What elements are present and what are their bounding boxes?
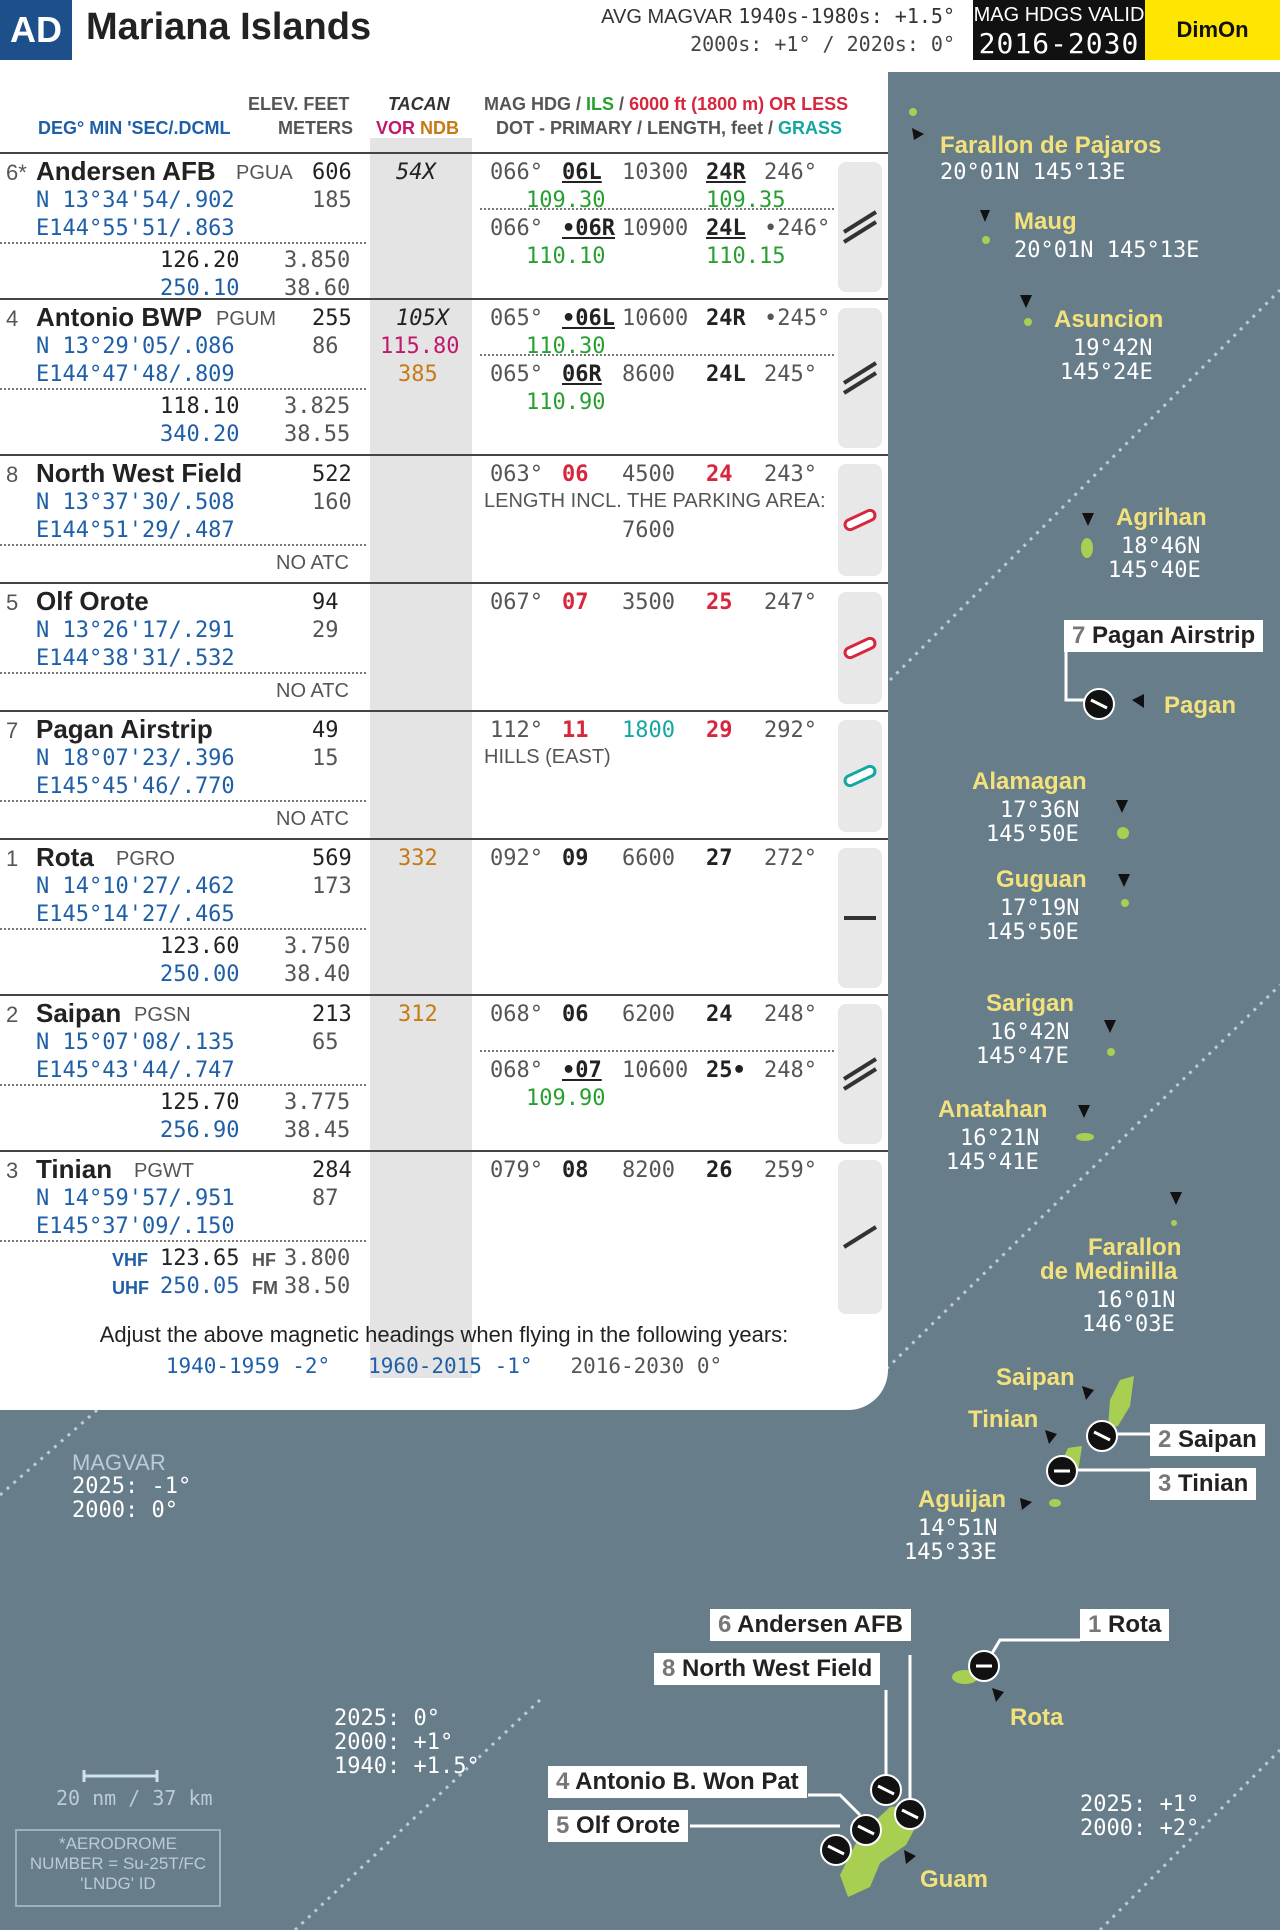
- coord-aguijan-lon: 145°33E: [904, 1540, 997, 1565]
- elev-feet: 606: [312, 160, 352, 185]
- elev-feet: 569: [312, 846, 352, 871]
- magvar-line-2: 2000s: +1° / 2020s: 0°: [690, 32, 955, 56]
- coord-anatahan-lat: 16°21N: [960, 1126, 1040, 1151]
- airfield-lat: N 13°34'54/.902: [36, 188, 235, 213]
- col-tacan: TACAN: [388, 94, 450, 114]
- airfield-number: 6*: [6, 160, 27, 185]
- ils-freq-1: 110.10: [526, 244, 606, 269]
- ad-badge: AD: [0, 0, 72, 60]
- col-length: DOT - PRIMARY / LENGTH, feet /: [496, 118, 774, 138]
- rwy-id-2: 24L: [706, 216, 746, 241]
- tag-label: Andersen AFB: [737, 1611, 903, 1638]
- ndb-freq: 332: [398, 846, 438, 871]
- rwy-id-2: 24R: [706, 160, 746, 185]
- rwy-id-1: •06L: [562, 306, 615, 331]
- airfield-number: 3: [6, 1158, 19, 1183]
- airfield-row[interactable]: [0, 582, 888, 710]
- runway-diagram: [838, 1160, 882, 1314]
- rwy-heading-2: 243°: [764, 462, 817, 487]
- airfield-lon: E145°45'46/.770: [36, 774, 235, 799]
- label-pagan: Pagan: [1164, 692, 1237, 719]
- uhf-freq: 340.20: [160, 422, 240, 447]
- tag-antonio-b-won-pat[interactable]: [548, 1766, 807, 1798]
- rwy-separator: [480, 1050, 834, 1052]
- island-guguan: [1121, 899, 1129, 907]
- rwy-id-1: •07: [562, 1058, 602, 1083]
- airfield-name: Saipan: [36, 998, 122, 1028]
- tag-olf-orote[interactable]: [548, 1810, 688, 1842]
- label-farallon-pajaros: Farallon de Pajaros: [940, 132, 1162, 159]
- isogonic-right-2000: 2000: +2°: [1080, 1816, 1200, 1841]
- label-anatahan: Anatahan: [938, 1096, 1048, 1123]
- rwy-id-1: 08: [562, 1158, 589, 1183]
- rwy-length: 10600: [622, 1058, 689, 1083]
- rwy-heading-2: •246°: [764, 216, 831, 241]
- uhf-freq: 256.90: [160, 1118, 240, 1143]
- vhf-freq: 125.70: [160, 1090, 240, 1115]
- isogonic-mid-1940: 1940: +1.5°: [334, 1754, 480, 1779]
- row-separator: [0, 544, 366, 546]
- elev-meters: 15: [312, 746, 339, 771]
- rwy-heading-2: 247°: [764, 590, 817, 615]
- rwy-length: 10300: [622, 160, 689, 185]
- elev-meters: 65: [312, 1030, 339, 1055]
- tag-label: Saipan: [1178, 1426, 1257, 1453]
- rwy-id-1: 06L: [562, 160, 602, 185]
- row-separator: [0, 672, 366, 674]
- coord-guguan-lon: 145°50E: [986, 920, 1079, 945]
- airfield-number: 7: [6, 718, 19, 743]
- rwy-heading-1: 065°: [490, 362, 543, 387]
- island-sarigan: [1107, 1048, 1115, 1056]
- col-rwy-2: [496, 118, 842, 139]
- rwy-heading-2: 259°: [764, 1158, 817, 1183]
- airfield-row[interactable]: [0, 710, 888, 838]
- airfield-row[interactable]: [0, 1150, 888, 1320]
- dim-on-button[interactable]: DimOn: [1145, 0, 1280, 60]
- vhf-freq: 123.60: [160, 934, 240, 959]
- label-rota: Rota: [1010, 1704, 1064, 1731]
- scale-label: 20 nm / 37 km: [56, 1786, 213, 1810]
- coord-asuncion-lat: 19°42N: [1073, 336, 1153, 361]
- coord-agrihan-lat: 18°46N: [1121, 534, 1201, 559]
- fm-freq: 38.55: [284, 422, 351, 447]
- rwy-heading-2: 248°: [764, 1002, 817, 1027]
- island-alamagan: [1117, 827, 1129, 839]
- rwy-length: 6600: [622, 846, 675, 871]
- tag-north-west-field[interactable]: [654, 1653, 880, 1685]
- coord-asuncion-lon: 145°24E: [1060, 360, 1153, 385]
- row-separator: [0, 800, 366, 802]
- hf-freq: 3.825: [284, 394, 351, 419]
- adjust-period-3: 2016-2030 0°: [570, 1354, 723, 1378]
- airfield-lon: E144°47'48/.809: [36, 362, 235, 387]
- airfield-name: North West Field: [36, 458, 243, 488]
- freq-label: UHF: [112, 1278, 149, 1298]
- legend-line-2: NUMBER = Su-25T/FC: [29, 1854, 207, 1873]
- rwy-id-1: 06R: [562, 362, 602, 387]
- runway-diagram: [838, 592, 882, 704]
- tag-number: 8: [662, 1655, 676, 1682]
- rwy-length: 8200: [622, 1158, 675, 1183]
- elev-meters: 29: [312, 618, 339, 643]
- airfield-name: Rota: [36, 842, 94, 872]
- magvar-label: AVG MAGVAR: [601, 6, 733, 28]
- island-farallon-medinilla: [1171, 1220, 1177, 1226]
- row-separator: [0, 1240, 366, 1242]
- rwy-heading-1: 067°: [490, 590, 543, 615]
- coord-aguijan-lat: 14°51N: [918, 1516, 998, 1541]
- elev-feet: 213: [312, 1002, 352, 1027]
- coord-alamagan-lon: 145°50E: [986, 822, 1079, 847]
- rwy-heading-2: 246°: [764, 160, 817, 185]
- isogonic-line-3: [880, 985, 1280, 1375]
- tag-tinian[interactable]: [1150, 1468, 1256, 1500]
- rwy-id-2: 25•: [706, 1058, 746, 1083]
- airfield-lon: E144°55'51/.863: [36, 216, 235, 241]
- valid-label: MAG HDGS VALID: [973, 4, 1145, 26]
- rwy-id-1: 09: [562, 846, 589, 871]
- rwy-length: 10600: [622, 306, 689, 331]
- airfield-icao: PGWT: [134, 1160, 194, 1182]
- col-elev-feet: ELEV. FEET: [248, 94, 350, 114]
- fm-freq: 38.60: [284, 276, 351, 301]
- airfield-row[interactable]: [0, 152, 888, 301]
- island-aguijan: [1049, 1499, 1061, 1507]
- rwy-heading-2: 245°: [764, 362, 817, 387]
- rwy-id-2: 25: [706, 590, 733, 615]
- freq-label: VHF: [112, 1250, 148, 1270]
- row-separator: [0, 928, 366, 930]
- airfield-lat: N 13°29'05/.086: [36, 334, 235, 359]
- fm-freq: 38.50: [284, 1274, 351, 1299]
- tag-label: Pagan Airstrip: [1092, 622, 1256, 649]
- col-vor: VOR: [376, 118, 416, 138]
- freq-label: FM: [252, 1278, 278, 1298]
- adjust-periods: [0, 1354, 888, 1378]
- legend-line-3: 'LNDG' ID: [80, 1874, 156, 1893]
- freq-label: HF: [252, 1250, 276, 1270]
- airfield-row[interactable]: [0, 994, 888, 1150]
- col-vor-ndb: [376, 118, 459, 139]
- airfield-lat: N 14°59'57/.951: [36, 1186, 235, 1211]
- airfield-number: 8: [6, 462, 19, 487]
- rwy-id-1: •06R: [562, 216, 615, 241]
- rwy-note: HILLS (EAST): [484, 746, 611, 768]
- col-rwy-1: [484, 94, 848, 115]
- col-grass: GRASS: [778, 118, 843, 138]
- row-separator: [0, 1084, 366, 1086]
- tacan-channel: 54X: [396, 160, 436, 185]
- airfield-row[interactable]: [0, 454, 888, 582]
- hf-freq: 3.800: [284, 1246, 351, 1271]
- island-farallon-pajaros: [909, 108, 917, 116]
- vhf-freq: 123.65: [160, 1246, 240, 1271]
- label-maug: Maug: [1014, 208, 1077, 235]
- col-coords: DEG° MIN 'SEC/.DCML: [38, 118, 231, 138]
- tag-saipan[interactable]: [1150, 1424, 1265, 1456]
- rwy-heading-1: 063°: [490, 462, 543, 487]
- coord-farallon-medinilla-lon: 146°03E: [1082, 1312, 1175, 1337]
- vor-freq: 115.80: [380, 334, 460, 359]
- runway-diagram: [838, 1004, 882, 1144]
- row-separator: [0, 388, 366, 390]
- tag-label: Tinian: [1178, 1470, 1249, 1497]
- label-saipan: Saipan: [996, 1364, 1075, 1391]
- magvar-2025: 2025: -1°: [72, 1474, 192, 1499]
- rwy-heading-1: 068°: [490, 1058, 543, 1083]
- tag-number: 2: [1158, 1426, 1172, 1453]
- uhf-freq: 250.05: [160, 1274, 240, 1299]
- airfield-number: 4: [6, 306, 19, 331]
- rwy-id-1: 06: [562, 1002, 589, 1027]
- coord-farallon-pajaros: 20°01N 145°13E: [940, 160, 1126, 185]
- rwy-length: 1800: [622, 718, 675, 743]
- rwy-id-2: 24R: [706, 306, 746, 331]
- airfield-name: Pagan Airstrip: [36, 714, 213, 744]
- runway-diagram: [838, 720, 882, 832]
- tag-pagan-airstrip[interactable]: [1064, 620, 1263, 652]
- no-atc-label: NO ATC: [276, 680, 349, 702]
- coord-sarigan-lon: 145°47E: [976, 1044, 1069, 1069]
- rwy-length: 8600: [622, 362, 675, 387]
- isogonic-mid-2025: 2025: 0°: [334, 1706, 440, 1731]
- col-maghdg: MAG HDG /: [484, 94, 581, 114]
- col-ils: ILS: [586, 94, 615, 114]
- airfield-lat: N 13°37'30/.508: [36, 490, 235, 515]
- ils-freq-1: 109.90: [526, 1086, 606, 1111]
- ils-freq-1: 109.30: [526, 188, 606, 213]
- tag-number: 5: [556, 1812, 570, 1839]
- rwy-heading-1: 066°: [490, 216, 543, 241]
- ils-freq-2: 110.15: [706, 244, 786, 269]
- rwy-id-2: 24L: [706, 362, 746, 387]
- rwy-note-length: 7600: [622, 518, 675, 543]
- rwy-heading-1: 068°: [490, 1002, 543, 1027]
- isogonic-mid-2000: 2000: +1°: [334, 1730, 454, 1755]
- rwy-length: 10900: [622, 216, 689, 241]
- rwy-id-2: 27: [706, 846, 733, 871]
- airfield-lon: E144°38'31/.532: [36, 646, 235, 671]
- no-atc-label: NO ATC: [276, 808, 349, 830]
- uhf-freq: 250.10: [160, 276, 240, 301]
- elev-meters: 160: [312, 490, 352, 515]
- rwy-id-1: 06: [562, 462, 589, 487]
- rwy-id-2: 24: [706, 1002, 733, 1027]
- tag-number: 6: [718, 1611, 732, 1638]
- runway-diagram: [838, 162, 882, 292]
- valid-years: 2016-2030: [978, 27, 1140, 60]
- island-maug: [982, 236, 990, 244]
- island-saipan: [1108, 1376, 1134, 1428]
- elev-feet: 49: [312, 718, 339, 743]
- label-tinian: Tinian: [968, 1406, 1039, 1433]
- coord-maug: 20°01N 145°13E: [1014, 238, 1200, 263]
- hf-freq: 3.850: [284, 248, 351, 273]
- ndb-freq: 385: [398, 362, 438, 387]
- uhf-freq: 250.00: [160, 962, 240, 987]
- adjust-period-2: 1960-2015 -1°: [368, 1354, 533, 1378]
- rwy-length: 4500: [622, 462, 675, 487]
- airfield-number: 2: [6, 1002, 19, 1027]
- airfield-lat: N 18°07'23/.396: [36, 746, 235, 771]
- label-sarigan: Sarigan: [986, 990, 1075, 1017]
- rwy-id-2: 26: [706, 1158, 733, 1183]
- airfield-icao: PGSN: [134, 1004, 191, 1026]
- rwy-heading-1: 066°: [490, 160, 543, 185]
- label-farallon-medinilla-2: de Medinilla: [1040, 1258, 1178, 1285]
- airfield-name: Andersen AFB: [36, 156, 216, 186]
- runway-diagram: [838, 848, 882, 988]
- fm-freq: 38.45: [284, 1118, 351, 1143]
- rwy-note: LENGTH INCL. THE PARKING AREA:: [484, 490, 826, 512]
- elev-meters: 185: [312, 188, 352, 213]
- airfield-lon: E145°43'44/.747: [36, 1058, 235, 1083]
- magvar-2000: 2000: 0°: [72, 1498, 178, 1523]
- label-alamagan: Alamagan: [972, 768, 1087, 795]
- tag-rota[interactable]: [1080, 1609, 1169, 1641]
- rwy-length: 3500: [622, 590, 675, 615]
- vhf-freq: 118.10: [160, 394, 240, 419]
- coord-guguan-lat: 17°19N: [1000, 896, 1080, 921]
- legend-text: [16, 1834, 220, 1894]
- island-asuncion: [1024, 318, 1032, 326]
- airfield-number: 1: [6, 846, 19, 871]
- tag-andersen-afb[interactable]: [710, 1609, 911, 1641]
- coord-alamagan-lat: 17°36N: [1000, 798, 1080, 823]
- airfield-name: Tinian: [36, 1154, 113, 1184]
- tacan-channel: 105X: [396, 306, 449, 331]
- tag-label: North West Field: [682, 1655, 873, 1682]
- elev-feet: 255: [312, 306, 352, 331]
- label-agrihan: Agrihan: [1116, 504, 1207, 531]
- rwy-separator: [480, 354, 834, 356]
- col-short-rwy: 6000 ft (1800 m) OR LESS: [629, 94, 849, 114]
- ils-freq-2: 109.35: [706, 188, 786, 213]
- airfield-table-panel: [0, 72, 888, 1410]
- rwy-length: 6200: [622, 1002, 675, 1027]
- tag-number: 1: [1088, 1611, 1102, 1638]
- airfield-number: 5: [6, 590, 19, 615]
- coord-anatahan-lon: 145°41E: [946, 1150, 1039, 1175]
- vhf-freq: 126.20: [160, 248, 240, 273]
- coord-agrihan-lon: 145°40E: [1108, 558, 1201, 583]
- airfield-name: Antonio BWP: [36, 302, 203, 332]
- elev-meters: 173: [312, 874, 352, 899]
- tag-number: 7: [1072, 622, 1086, 649]
- rwy-heading-2: 248°: [764, 1058, 817, 1083]
- fm-freq: 38.40: [284, 962, 351, 987]
- airfield-icao: PGUA: [236, 162, 293, 184]
- leader-antonio: [808, 1795, 860, 1815]
- airfield-row[interactable]: [0, 298, 888, 454]
- elev-feet: 94: [312, 590, 339, 615]
- runway-diagram: [838, 464, 882, 576]
- col-ndb: NDB: [420, 118, 460, 138]
- ndb-freq: 312: [398, 1002, 438, 1027]
- rwy-heading-1: 112°: [490, 718, 543, 743]
- island-anatahan: [1076, 1133, 1094, 1141]
- magvar-value: 1940s-1980s: +1.5°: [738, 4, 955, 28]
- col-elev-meters: METERS: [278, 118, 354, 138]
- col-slash: /: [619, 94, 625, 114]
- coord-sarigan-lat: 16°42N: [990, 1020, 1070, 1045]
- rwy-id-1: 07: [562, 590, 589, 615]
- tag-label: Antonio B. Won Pat: [575, 1768, 799, 1795]
- rwy-heading-2: •245°: [764, 306, 831, 331]
- page-title: Mariana Islands: [86, 6, 372, 48]
- rwy-heading-1: 092°: [490, 846, 543, 871]
- magvar-title: MAGVAR: [72, 1450, 166, 1475]
- label-aguijan: Aguijan: [918, 1486, 1006, 1513]
- airfield-icao: PGRO: [116, 848, 175, 870]
- airfield-name: Olf Orote: [36, 586, 149, 616]
- ils-freq-1: 110.90: [526, 390, 606, 415]
- isogonic-right-2025: 2025: +1°: [1080, 1792, 1200, 1817]
- no-atc-label: NO ATC: [276, 552, 349, 574]
- airfield-lat: N 15°07'08/.135: [36, 1030, 235, 1055]
- label-guam: Guam: [920, 1866, 989, 1893]
- tag-number: 4: [556, 1768, 570, 1795]
- rwy-separator: [480, 208, 834, 210]
- runway-diagram: [838, 308, 882, 448]
- elev-feet: 522: [312, 462, 352, 487]
- rwy-id-2: 24: [706, 462, 733, 487]
- rwy-heading-1: 065°: [490, 306, 543, 331]
- elev-meters: 86: [312, 334, 339, 359]
- tag-label: Olf Orote: [576, 1812, 681, 1839]
- row-separator: [0, 242, 366, 244]
- airfield-lon: E144°51'29/.487: [36, 518, 235, 543]
- label-asuncion: Asuncion: [1054, 306, 1164, 333]
- hf-freq: 3.775: [284, 1090, 351, 1115]
- tag-label: Rota: [1108, 1611, 1162, 1638]
- airfield-lon: E145°14'27/.465: [36, 902, 235, 927]
- heading-adjust-note: [0, 1322, 888, 1378]
- elev-feet: 284: [312, 1158, 352, 1183]
- label-farallon-medinilla-1: Farallon: [1088, 1234, 1182, 1261]
- rwy-heading-2: 272°: [764, 846, 817, 871]
- rwy-id-2: 29: [706, 718, 733, 743]
- ils-freq-1: 110.30: [526, 334, 606, 359]
- island-agrihan: [1081, 538, 1093, 558]
- hf-freq: 3.750: [284, 934, 351, 959]
- elev-meters: 87: [312, 1186, 339, 1211]
- rwy-heading-1: 079°: [490, 1158, 543, 1183]
- airfield-lon: E145°37'09/.150: [36, 1214, 235, 1239]
- legend-line-1: *AERODROME: [58, 1834, 178, 1853]
- rwy-id-1: 11: [562, 718, 589, 743]
- airfield-icao: PGUM: [216, 308, 276, 330]
- adjust-period-1: 1940-1959 -2°: [165, 1354, 331, 1378]
- label-guguan: Guguan: [996, 866, 1087, 893]
- tag-number: 3: [1158, 1470, 1172, 1497]
- coord-farallon-medinilla-lat: 16°01N: [1096, 1288, 1176, 1313]
- adjust-title: Adjust the above magnetic headings when flying in the following years:: [99, 1322, 789, 1347]
- airfield-row[interactable]: [0, 838, 888, 994]
- airfield-lat: N 13°26'17/.291: [36, 618, 235, 643]
- airfield-lat: N 14°10'27/.462: [36, 874, 235, 899]
- rwy-heading-2: 292°: [764, 718, 817, 743]
